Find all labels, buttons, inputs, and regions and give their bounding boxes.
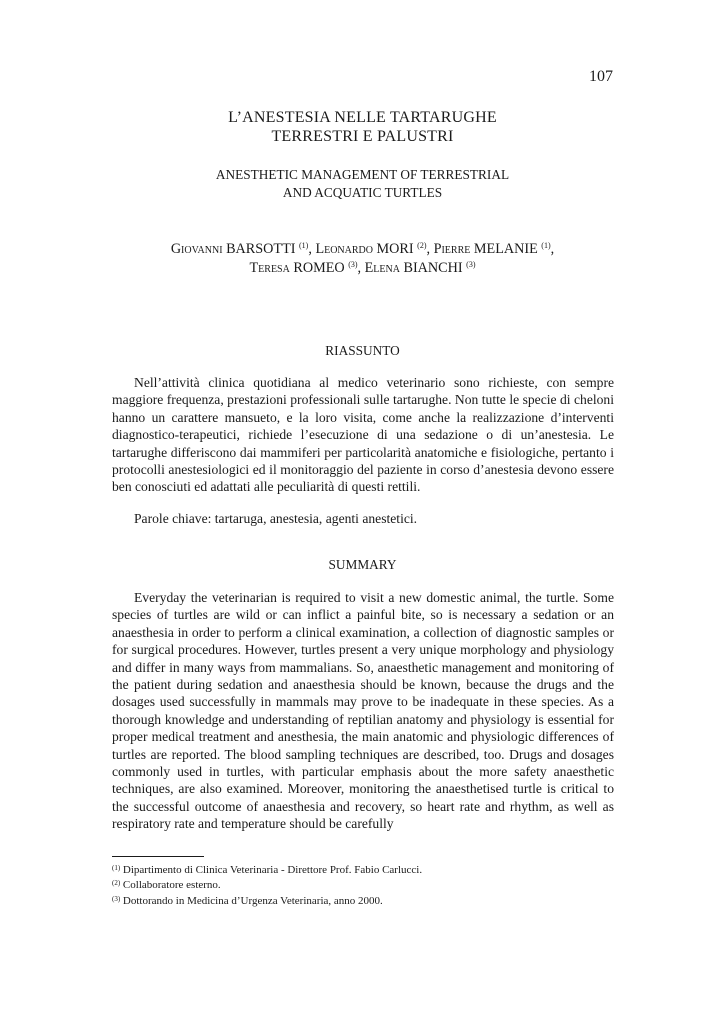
footnote — [112, 894, 614, 909]
author-affiliation-ref: (1) — [299, 241, 309, 250]
author-last-name: MELANIE — [473, 241, 538, 257]
author-last-name: ROMEO — [293, 260, 345, 276]
author-first-name: Giovanni — [170, 241, 223, 257]
author-affiliation-ref: (2) — [417, 241, 427, 250]
riassunto-section — [112, 374, 614, 496]
footnote-ref: (1) — [112, 864, 121, 872]
footnote — [112, 863, 614, 878]
title-line-2: TERRESTRI E PALUSTRI — [271, 128, 454, 145]
author-line-1: Giovanni BARSOTTI $^{(1)}$, Leonardo MORI $^{(2)}$, Pierre MELANIE $^{(1)}$, — [170, 241, 555, 257]
title-line-1: L’ANESTESIA NELLE TARTARUGHE — [228, 109, 497, 126]
summary-heading: SUMMARY — [328, 557, 397, 572]
riassunto-paragraph: Nell’attività clinica quotidiana al medico veterinario sono richieste, con sempre maggiore frequenza, prestazioni professionali sulle tartarughe. Non tutte le specie di cheloni hanno un carattere mansueto, e la loro visita, come anche la realizzazione d’interventi diagnostico-terapeutici, richiede l’esecuzione di una sedazione o di un’anestesia. Le tartarughe differiscono dai mammiferi per particolarità anatomiche e fisiologiche, pertanto i protocolli anestesiologici ed il monitoraggio del paziente in corso d’anestesia devono essere ben conosciuti ed adattati alle peculiarità di questi rettili. — [112, 375, 614, 495]
footnote-text: Dottorando in Medicina d’Urgenza Veterinaria, anno 2000. — [122, 894, 383, 907]
footnote-text: Collaboratore esterno. — [122, 879, 221, 892]
author — [434, 241, 551, 257]
page-number: 107 — [589, 68, 613, 85]
footnote-ref: (2) — [112, 879, 121, 888]
author-first-name: Pierre — [433, 241, 471, 257]
keywords: Parole chiave: tartaruga, anestesia, agenti anestetici. — [134, 511, 418, 526]
author-affiliation-ref: (3) — [466, 260, 476, 269]
author-first-name: Teresa — [249, 260, 290, 276]
footnote-divider — [112, 856, 204, 857]
author-affiliation-ref: (3) — [348, 260, 358, 269]
author — [365, 260, 476, 276]
summary-section — [112, 589, 614, 833]
footnote — [112, 878, 614, 893]
author-affiliation-ref: (1) — [541, 241, 551, 250]
author-last-name: MORI — [376, 241, 414, 257]
author — [315, 241, 426, 257]
footnote-text: Dipartimento di Clinica Veterinaria - Direttore Prof. Fabio Carlucci. — [122, 864, 423, 876]
summary-paragraph: Everyday the veterinarian is required to visit a new domestic animal, the turtle. Some species of turtles are wild or can inflict a painful bite, so is necessary a sedation or an anaesthesia in order to perform a clinical examination, a collection of diagnostic samples or for surgical procedures. However, turtles present a very unique morphology and physiology and differ in many ways from mammalians. So, anaesthetic management and monitoring of the patient during sedation and anaesthesia should be known, because the drugs and the dosages used successfully in mammals may prove to be inadequate in these species. As a thorough knowledge and understanding of reptilian anatomy and physiology is essential for proper medical treatment and anesthesia, the main anatomic and physiologic differences of turtles are reported. The blood sampling techniques are described, too. Drugs and dosages commonly used in turtles, with particular emphasis about the more safety anaesthetic techniques, are also examined. Moreover, monitoring the anaesthetised turtle is critical to the successful outcome of anaesthesia and recovery, so heart rate and rhythm, as well as respiratory rate and temperature should be carefully — [112, 590, 614, 832]
author-list — [0, 240, 725, 278]
author — [250, 260, 358, 276]
subtitle-line-1: ANESTHETIC MANAGEMENT OF TERRESTRIAL — [215, 167, 510, 182]
keywords-section — [112, 510, 614, 527]
author-last-name: BARSOTTI — [226, 241, 296, 257]
footnote-ref: (3) — [112, 894, 121, 903]
author-line-2: Teresa ROMEO $^{(3)}$, Elena BIANCHI $^{(3)}$ — [249, 260, 476, 276]
article-subtitle — [0, 166, 725, 202]
author-first-name: Leonardo — [315, 241, 373, 257]
riassunto-heading: RIASSUNTO — [325, 343, 400, 358]
subtitle-line-2: AND ACQUATIC TURTLES — [282, 185, 443, 200]
footnotes — [112, 863, 614, 909]
article-title — [0, 108, 725, 146]
author — [171, 241, 309, 257]
author-first-name: Elena — [364, 260, 400, 276]
author-last-name: BIANCHI — [403, 260, 463, 276]
